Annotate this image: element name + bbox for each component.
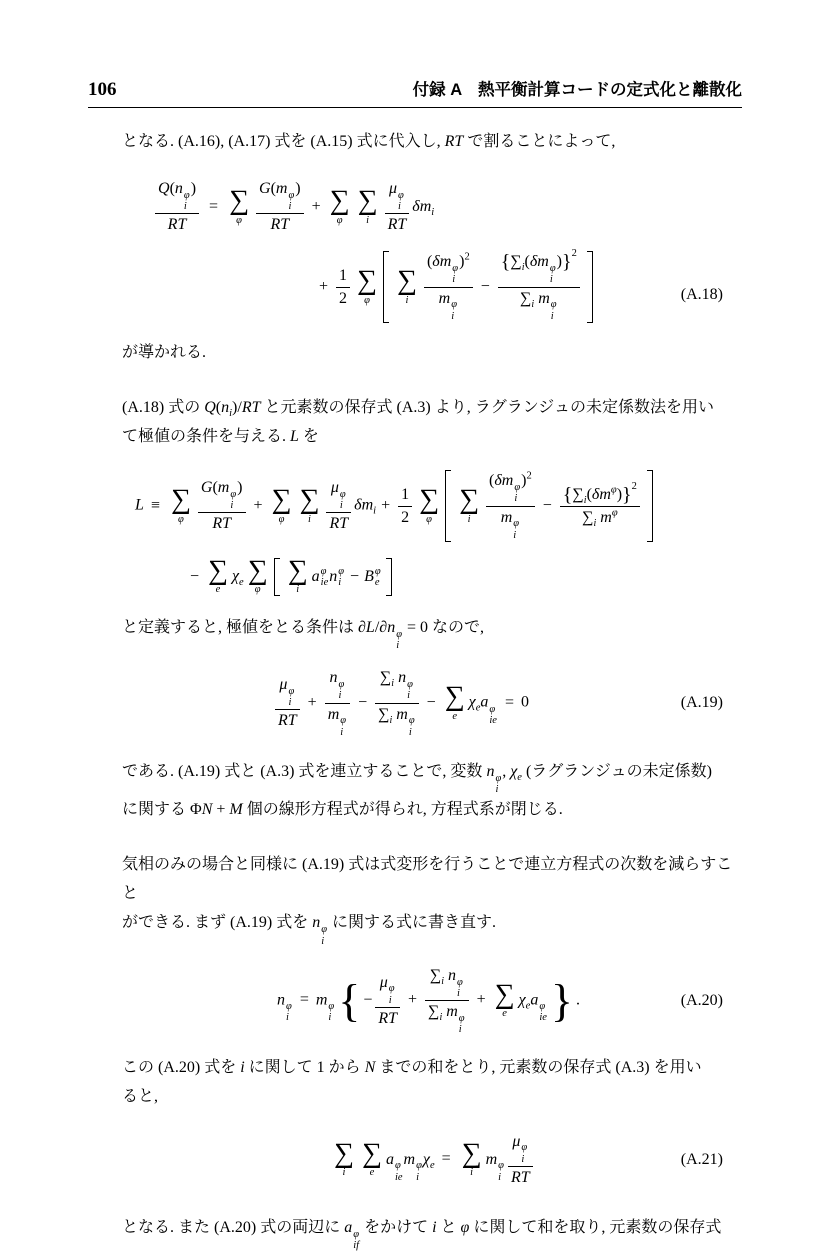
paragraph-closing: となる. また (A.20) 式の両辺に a φ if をかけて i と φ に関して和を取り, 元素数の保存式 (122, 1218, 722, 1251)
paragraph-linear-system: である. (A.19) 式と (A.3) 式を連立することで, 変数 n φ i , $\chi_e$ (ラグランジュの未定係数) に関する ΦN + M 個の線形方程式が得られ, 方程式系が閉じる. (122, 763, 712, 819)
content (122, 127, 740, 1251)
equation-tag-a21: (A.21) (680, 1150, 723, 1168)
paragraph-extremum-condition: と定義すると, 極値をとる条件は ∂L/∂n φ i = 0 なので, (122, 618, 485, 652)
equation-tag-a20: (A.20) (680, 991, 723, 1009)
paragraph-gas-phase: 気相のみの場合と同様に (A.19) 式は式変形を行うことで連立方程式の次数を減らすこと ができる. まず (A.19) 式を n φ i に関する式に書き直す. (122, 856, 733, 947)
equation-tag-a19: (A.19) (680, 694, 723, 712)
running-head: 付録 A 熱平衡計算コードの定式化と離散化 (412, 81, 742, 99)
paragraph-lagrange-intro: (A.18) 式の $Q(n_i)/RT$ と元素数の保存式 (A.3) より, ラグランジュの未定係数法を用い て極値の条件を与える. L を (122, 399, 714, 446)
equation-a18-row-2: + $\frac{1}{2}$ ∑ φ ∑ i (δm φ i )$^2$ m φ i − {$\sum_i(\delta m$ φ i )}$^2$ $\sum_i$ m φ i (314, 248, 740, 326)
equation-a18 (122, 178, 740, 326)
equation-a21-row-1: ∑ i ∑ e a φ ie m φ i $\chi_e$ = ∑ i m φ i μ φ i RT (330, 1131, 740, 1189)
paragraph-intro: となる. (A.16), (A.17) 式を (A.15) 式に代入し, RT で割ることによって, (122, 133, 616, 150)
equation-a19 (122, 667, 740, 739)
paragraph-derived: が導かれる. (122, 344, 207, 362)
equation-a20 (122, 965, 740, 1037)
equation-a21 (122, 1131, 740, 1189)
equation-a19-row-1: μ φ i RT + n φ i m φ i − $\sum_i$ n φ i $\sum_i$ m φ i − ∑ e $\chi_ea$ φ ie = 0 (272, 667, 740, 739)
equation-tag-a18: (A.18) (680, 286, 723, 304)
equation-lagrangian (122, 467, 740, 599)
page-header (88, 76, 742, 108)
equation-a20-row-1: n φ i = m φ i { − μ φ i RT + $\sum_i$ n φ i $\sum_i$ m φ i + ∑ e $\chi_ea$ φ ie } . (277, 966, 580, 1036)
paragraph-sum-over-i: この (A.20) 式を i に関して 1 から N までの和をとり, 元素数の保存式 (A.3) を用い ると, (122, 1058, 702, 1105)
equation-lagrangian-row-1: L ≡ ∑ φ G(m φ i ) RT + ∑ φ ∑ i μ φ i RT $\delta m_i$ + $\frac{1}{2}$ ∑ φ ∑ i (δm φ i )$^2$ m φ i − $\{\sum_i(\delta m^\varphi)\}^2$ $\sum_i$ $m^\varphi$ (135, 467, 740, 545)
equation-lagrangian-row-2: − ∑ e $\chi_e$ ∑ φ ∑ i a φ ie n φ i − B φ e (185, 555, 740, 599)
page (0, 76, 826, 1251)
equation-a18-row-1: Q(n φ i ) RT = ∑ φ G(m φ i ) RT + ∑ φ ∑ i μ φ i RT $\delta m_i$ (152, 178, 740, 236)
page-number: 106 (88, 79, 117, 100)
